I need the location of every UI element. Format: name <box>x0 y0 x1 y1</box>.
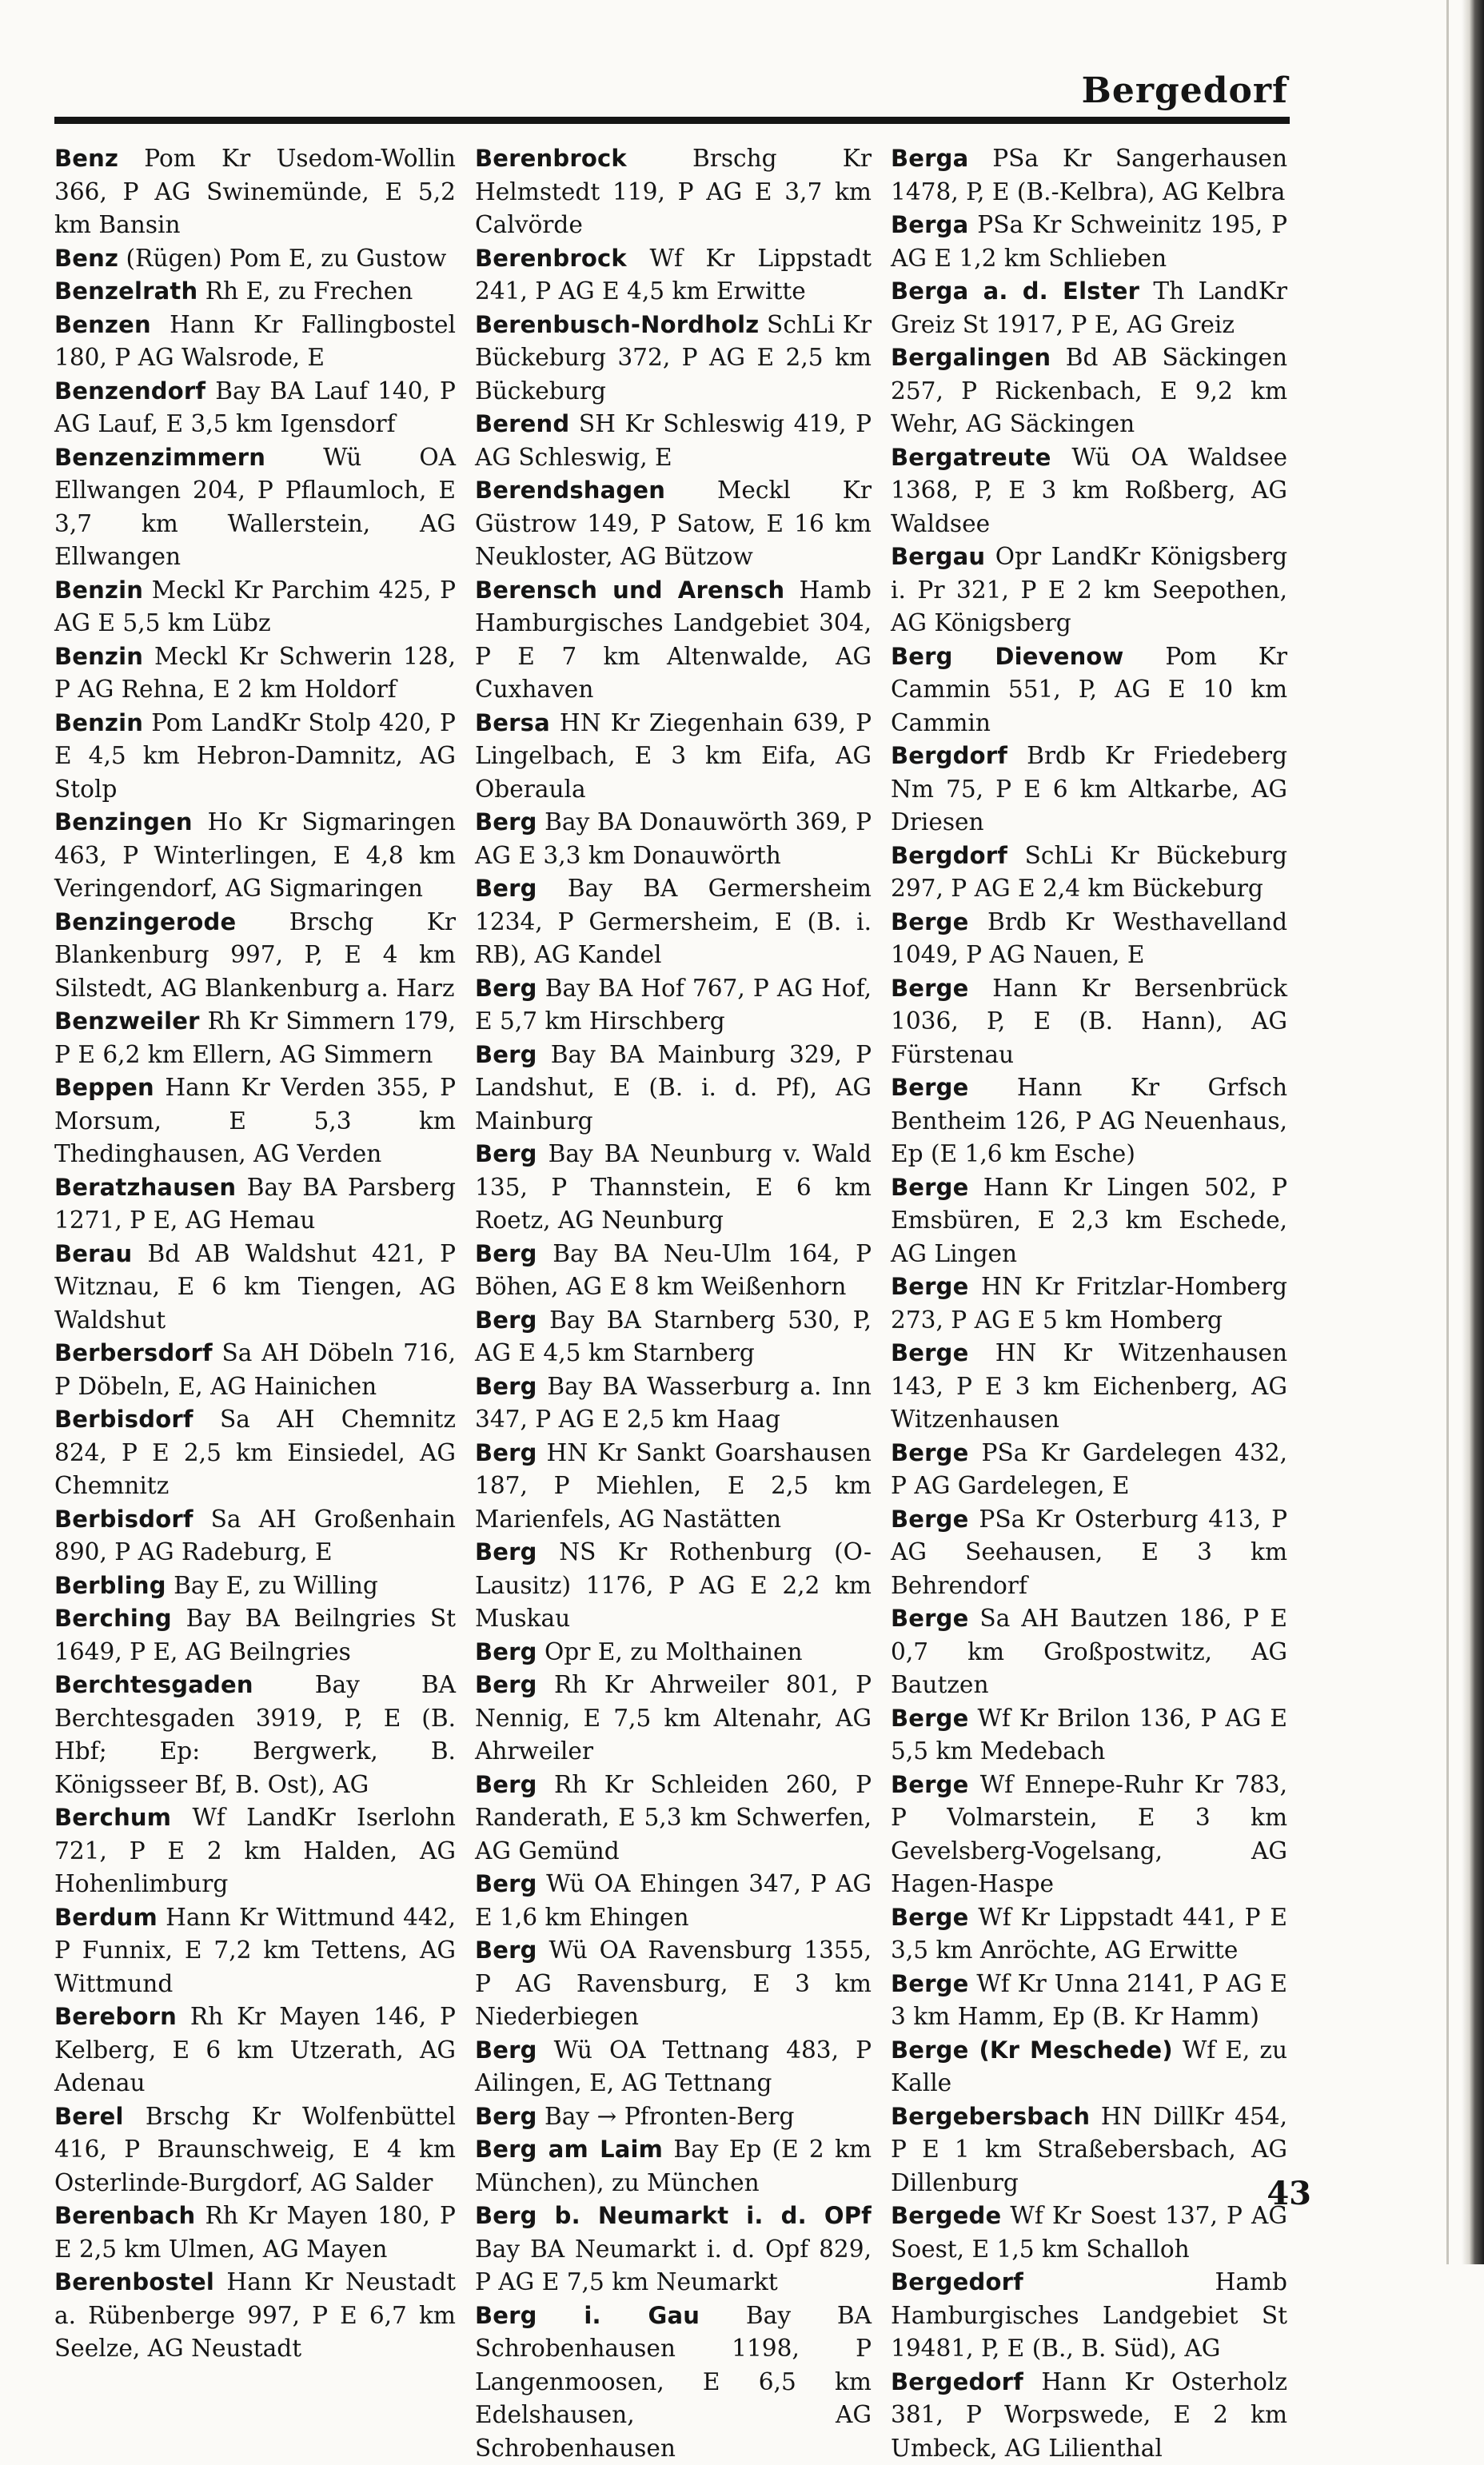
entry-details: Rh Kr Mayen 180, P E 2,5 km Ulmen, AG Mayen <box>54 2202 456 2263</box>
entry-details: Wf Ennepe-Ruhr Kr 783, P Volmarstein, E 3 km Gevelsberg-Vogelsang, AG Hagen-Haspe <box>891 1771 1287 1898</box>
entry-details: Bay BA Berchtesgaden 3919, P, E (B. Hbf; Ep: Bergwerk, B. Königsseer Bf, B. Ost), AG <box>54 1671 456 1798</box>
entry-headword: Berge <box>891 908 969 935</box>
entry-details: Wü OA Ehingen 347, P AG E 1,6 km Ehingen <box>475 1870 872 1931</box>
gazetteer-entry <box>891 2366 1287 2465</box>
entry-headword: Berg <box>475 2103 537 2130</box>
entry-details: Rh Kr Mayen 146, P Kelberg, E 6 km Utzerath, AG Adenau <box>54 2003 456 2096</box>
entry-details: Meckl Kr Parchim 425, P AG E 5,5 km Lübz <box>54 576 456 637</box>
gazetteer-entry <box>54 1669 456 1801</box>
entry-headword: Bergalingen <box>891 344 1051 371</box>
gazetteer-entry <box>54 1602 456 1669</box>
gazetteer-entry <box>891 1270 1287 1337</box>
entry-headword: Berg <box>475 1240 537 1267</box>
gazetteer-entry <box>891 142 1287 209</box>
gazetteer-entry <box>475 872 872 972</box>
gazetteer-entry <box>475 1868 872 1934</box>
entry-headword: Bergebersbach <box>891 2103 1090 2130</box>
entry-details: Wü OA Ravensburg 1355, P AG Ravensburg, E 3 km Niederbiegen <box>475 1937 872 2030</box>
entry-headword: Berchtesgaden <box>54 1671 253 1698</box>
gazetteer-entry <box>475 1669 872 1769</box>
gazetteer-entry <box>475 2200 872 2299</box>
entry-headword: Berg <box>475 1140 537 1167</box>
entry-headword: Berge <box>891 1605 969 1632</box>
gazetteer-entry <box>475 1370 872 1437</box>
entry-details: Sa AH Chemnitz 824, P E 2,5 km Einsiedel, AG Chemnitz <box>54 1406 456 1499</box>
gazetteer-entry <box>54 906 456 1006</box>
gazetteer-entry <box>475 1238 872 1304</box>
gazetteer-entry <box>54 1901 456 2001</box>
entry-headword: Berg <box>475 1638 537 1665</box>
gazetteer-entry <box>891 1503 1287 1603</box>
entry-details: Opr E, zu Molthainen <box>537 1638 803 1665</box>
gazetteer-entry <box>54 1238 456 1338</box>
entry-details: Hann Kr Grfsch Bentheim 126, P AG Neuenhaus, Ep (E 1,6 km Esche) <box>891 1074 1287 1167</box>
entry-details: Ho Kr Sigmaringen 463, P Winterlingen, E 4,8 km Veringendorf, AG Sigmaringen <box>54 808 456 902</box>
entry-details: Bay BA Neu-Ulm 164, P Böhen, AG E 8 km Weißenhorn <box>475 1240 872 1301</box>
entry-headword: Berge <box>891 1339 969 1366</box>
gazetteer-entry <box>475 806 872 872</box>
entry-headword: Berg <box>475 1373 537 1400</box>
entry-details: HN Kr Witzenhausen 143, P E 3 km Eichenberg, AG Witzenhausen <box>891 1339 1287 1433</box>
entry-headword: Benzin <box>54 709 143 736</box>
gazetteer-entry <box>891 972 1287 1072</box>
entry-details: Brschg Kr Helmstedt 119, P AG E 3,7 km Calvörde <box>475 145 872 238</box>
entry-headword: Benzin <box>54 576 143 604</box>
entry-details: (Rügen) Pom E, zu Gustow <box>118 245 446 272</box>
gazetteer-entry <box>891 2266 1287 2366</box>
entry-details: Bay BA Donauwörth 369, P AG E 3,3 km Donauwörth <box>475 808 872 869</box>
gazetteer-entry <box>891 1901 1287 1968</box>
entry-headword: Berg <box>475 1538 537 1566</box>
gazetteer-entry <box>891 640 1287 740</box>
entry-details: Rh E, zu Frechen <box>197 277 413 305</box>
gazetteer-entry <box>475 1304 872 1370</box>
entry-headword: Berenbrock <box>475 245 627 272</box>
entry-details: Wü OA Tettnang 483, P Ailingen, E, AG Tettnang <box>475 2036 872 2097</box>
entry-details: Bay BA Mainburg 329, P Landshut, E (B. i. d. Pf), AG Mainburg <box>475 1041 872 1135</box>
entry-details: Opr LandKr Königsberg i. Pr 321, P E 2 km Seepothen, AG Königsberg <box>891 543 1287 636</box>
entry-headword: Berenbusch-Nordholz <box>475 311 759 338</box>
entry-headword: Berge <box>891 1174 969 1201</box>
gazetteer-entry <box>891 275 1287 341</box>
entry-details: Hann Kr Wittmund 442, P Funnix, E 7,2 km Tettens, AG Wittmund <box>54 1904 456 1997</box>
entry-details: Hann Kr Lingen 502, P Emsbüren, E 2,3 km Eschede, AG Lingen <box>891 1174 1287 1267</box>
gazetteer-entry <box>54 1503 456 1570</box>
entry-details: Bay BA Hof 767, P AG Hof, E 5,7 km Hirschberg <box>475 975 872 1035</box>
entry-headword: Berge <box>891 1705 969 1732</box>
gazetteer-entry <box>891 441 1287 541</box>
entry-headword: Berenbrock <box>475 145 627 172</box>
entry-details: Brschg Kr Blankenburg 997, P, E 4 km Silstedt, AG Blankenburg a. Harz <box>54 908 456 1002</box>
gazetteer-entry <box>54 1337 456 1403</box>
entry-headword: Berg <box>475 808 537 836</box>
gazetteer-entry <box>891 341 1287 441</box>
entry-details: Wf E, zu Kalle <box>891 2036 1287 2097</box>
entry-headword: Bergatreute <box>891 444 1051 471</box>
entry-details: Wf Kr Unna 2141, P AG E 3 km Hamm, Ep (B. Kr Hamm) <box>891 1970 1287 2031</box>
entry-headword: Bereborn <box>54 2003 177 2030</box>
entry-details: Pom LandKr Stolp 420, P E 4,5 km Hebron-Damnitz, AG Stolp <box>54 709 456 803</box>
gazetteer-entry <box>54 441 456 574</box>
column-2 <box>470 142 886 2465</box>
entry-headword: Bergau <box>891 543 985 570</box>
entry-details: Sa AH Großenhain 890, P AG Radeburg, E <box>54 1506 456 1566</box>
gazetteer-entry <box>475 474 872 574</box>
entry-headword: Benzweiler <box>54 1007 200 1035</box>
entry-headword: Berend <box>475 410 569 437</box>
entry-headword: Berbling <box>54 1572 166 1599</box>
entry-details: PSa Kr Osterburg 413, P AG Seehausen, E 3 km Behrendorf <box>891 1506 1287 1599</box>
entry-headword: Berg <box>475 875 537 902</box>
gazetteer-entry <box>54 309 456 375</box>
entry-details: Sa AH Döbeln 716, P Döbeln, E, AG Hainichen <box>54 1339 456 1400</box>
entry-details: Hann Kr Fallingbostel 180, P AG Walsrode, E <box>54 311 456 372</box>
entry-details: Bay BA Starnberg 530, P, AG E 4,5 km Starnberg <box>475 1306 872 1367</box>
entry-details: PSa Kr Schweinitz 195, P AG E 1,2 km Schlieben <box>891 211 1287 272</box>
entry-headword: Berge (Kr Meschede) <box>891 2036 1173 2064</box>
gazetteer-entry <box>54 1801 456 1901</box>
entry-details: Bay BA Beilngries St 1649, P E, AG Beilngries <box>54 1605 456 1665</box>
entry-headword: Berge <box>891 1771 969 1798</box>
entry-details: Hamb Hamburgisches Landgebiet 304, P E 7 km Altenwalde, AG Cuxhaven <box>475 576 872 704</box>
entry-headword: Berg i. Gau <box>475 2302 700 2329</box>
gazetteer-entry <box>54 2266 456 2366</box>
entry-details: Bd AB Waldshut 421, P Witznau, E 6 km Tiengen, AG Waldshut <box>54 1240 456 1334</box>
entry-details: Hann Kr Bersenbrück 1036, P, E (B. Hann), AG Fürstenau <box>891 975 1287 1068</box>
entry-headword: Berg <box>475 1870 537 1897</box>
entry-details: SchLi Kr Bückeburg 372, P AG E 2,5 km Bückeburg <box>475 311 872 405</box>
entry-headword: Berg Dievenow <box>891 643 1124 670</box>
gazetteer-entry <box>475 242 872 309</box>
entry-details: Hann Kr Verden 355, P Morsum, E 5,3 km Thedinghausen, AG Verden <box>54 1074 456 1167</box>
gazetteer-columns <box>54 142 1302 2465</box>
entry-details: Rh Kr Schleiden 260, P Randerath, E 5,3 km Schwerfen, AG Gemünd <box>475 1771 872 1865</box>
entry-details: Wf Kr Soest 137, P AG Soest, E 1,5 km Schalloh <box>891 2202 1287 2263</box>
entry-details: Wf Kr Lippstadt 441, P E 3,5 km Anröchte, AG Erwitte <box>891 1904 1287 1964</box>
entry-headword: Benzingen <box>54 808 193 836</box>
gazetteer-entry <box>475 1039 872 1139</box>
entry-headword: Berenbostel <box>54 2268 214 2295</box>
entry-details: Bd AB Säckingen 257, P Rickenbach, E 9,2 km Wehr, AG Säckingen <box>891 344 1287 437</box>
gazetteer-entry <box>54 2000 456 2100</box>
gazetteer-entry <box>54 2200 456 2266</box>
running-header: Bergedorf <box>1082 70 1288 111</box>
entry-details: SH Kr Schleswig 419, P AG Schleswig, E <box>475 410 872 471</box>
gazetteer-entry <box>891 2200 1287 2266</box>
gazetteer-entry <box>475 1138 872 1238</box>
gazetteer-entry <box>475 1769 872 1869</box>
entry-headword: Berendshagen <box>475 477 665 504</box>
entry-headword: Berge <box>891 1506 969 1533</box>
page-edge-shadow <box>1462 0 1484 2264</box>
entry-details: Bay Ep (E 2 km München), zu München <box>475 2136 872 2196</box>
page-edge-line <box>1446 0 1449 2264</box>
gazetteer-entry <box>54 142 456 242</box>
gazetteer-entry <box>891 1171 1287 1271</box>
entry-headword: Bergedorf <box>891 2368 1023 2395</box>
entry-details: Hann Kr Osterholz 381, P Worpswede, E 2 km Umbeck, AG Lilienthal <box>891 2368 1287 2462</box>
gazetteer-entry <box>475 1536 872 1636</box>
entry-details: Meckl Kr Schwerin 128, P AG Rehna, E 2 km Holdorf <box>54 643 456 704</box>
gazetteer-entry <box>891 209 1287 275</box>
entry-headword: Berga <box>891 211 968 238</box>
gazetteer-entry <box>54 1005 456 1071</box>
entry-headword: Berge <box>891 1439 969 1466</box>
gazetteer-entry <box>475 2133 872 2200</box>
entry-headword: Berchum <box>54 1804 171 1831</box>
entry-headword: Berg am Laim <box>475 2136 663 2163</box>
entry-details: Bay BA Schrobenhausen 1198, P Langenmoosen, E 6,5 km Edelshausen, AG Schrobenhausen <box>475 2302 872 2462</box>
entry-details: Wf LandKr Iserlohn 721, P E 2 km Halden, AG Hohenlimburg <box>54 1804 456 1897</box>
entry-headword: Berdum <box>54 1904 158 1931</box>
entry-headword: Berg <box>475 1671 537 1698</box>
entry-headword: Berel <box>54 2103 124 2130</box>
gazetteer-entry <box>891 1602 1287 1702</box>
entry-headword: Berg b. Neumarkt i. d. OPf <box>475 2202 872 2229</box>
gazetteer-entry <box>475 1437 872 1537</box>
entry-headword: Berg <box>475 1306 537 1334</box>
gazetteer-entry <box>475 309 872 409</box>
entry-headword: Bergede <box>891 2202 1001 2229</box>
entry-details: Brschg Kr Wolfenbüttel 416, P Braunschweig, E 4 km Osterlinde-Burgdorf, AG Salder <box>54 2103 456 2196</box>
gazetteer-entry <box>54 574 456 640</box>
gazetteer-entry <box>475 1934 872 2034</box>
entry-headword: Berg <box>475 1937 537 1964</box>
entry-details: Bay E, zu Willing <box>166 1572 378 1599</box>
entry-headword: Berg <box>475 1771 537 1798</box>
entry-headword: Benz <box>54 145 118 172</box>
gazetteer-entry <box>891 1702 1287 1769</box>
page-number: 43 <box>1267 2175 1311 2212</box>
entry-headword: Beratzhausen <box>54 1174 236 1201</box>
entry-headword: Berenbach <box>54 2202 195 2229</box>
entry-details: Th LandKr Greiz St 1917, P E, AG Greiz <box>891 277 1287 338</box>
entry-headword: Berau <box>54 1240 132 1267</box>
entry-headword: Berg <box>475 1041 537 1068</box>
entry-headword: Berg <box>475 975 537 1002</box>
gazetteer-entry <box>54 375 456 441</box>
gazetteer-entry <box>891 2034 1287 2100</box>
entry-details: NS Kr Rothenburg (O-Lausitz) 1176, P AG E 2,2 km Muskau <box>475 1538 872 1632</box>
gazetteer-entry <box>891 740 1287 840</box>
gazetteer-entry <box>54 275 456 309</box>
column-3 <box>886 142 1302 2465</box>
entry-details: Bay BA Germersheim 1234, P Germersheim, E (B. i. RB), AG Kandel <box>475 875 872 968</box>
gazetteer-entry <box>54 640 456 707</box>
entry-headword: Benzingerode <box>54 908 236 935</box>
entry-details: Hann Kr Neustadt a. Rübenberge 997, P E 6,7 km Seelze, AG Neustadt <box>54 2268 456 2362</box>
entry-details: HN Kr Fritzlar-Homberg 273, P AG E 5 km Homberg <box>891 1273 1287 1334</box>
entry-headword: Benzin <box>54 643 143 670</box>
entry-details: Wü OA Waldsee 1368, P, E 3 km Roßberg, AG Waldsee <box>891 444 1287 537</box>
entry-headword: Benzenzimmern <box>54 444 265 471</box>
entry-details: Hamb Hamburgisches Landgebiet St 19481, P, E (B., B. Süd), AG <box>891 2268 1287 2362</box>
entry-headword: Benzendorf <box>54 377 205 405</box>
entry-headword: Bergdorf <box>891 742 1007 769</box>
entry-details: Bay BA Parsberg 1271, P E, AG Hemau <box>54 1174 456 1234</box>
entry-details: Pom Kr Cammin 551, P, AG E 10 km Cammin <box>891 643 1287 736</box>
entry-details: Pom Kr Usedom-Wollin 366, P AG Swinemünde, E 5,2 km Bansin <box>54 145 456 238</box>
entry-headword: Berge <box>891 1273 969 1300</box>
gazetteer-entry <box>54 1570 456 1603</box>
entry-details: PSa Kr Gardelegen 432, P AG Gardelegen, E <box>891 1439 1287 1500</box>
entry-headword: Berbersdorf <box>54 1339 213 1366</box>
entry-headword: Benzelrath <box>54 277 197 305</box>
entry-details: Rh Kr Ahrweiler 801, P Nennig, E 7,5 km Altenahr, AG Ahrweiler <box>475 1671 872 1765</box>
header-rule <box>54 117 1290 124</box>
entry-details: Brdb Kr Westhavelland 1049, P AG Nauen, E <box>891 908 1287 969</box>
entry-details: Sa AH Bautzen 186, P E 0,7 km Großpostwitz, AG Bautzen <box>891 1605 1287 1698</box>
entry-headword: Berbisdorf <box>54 1506 193 1533</box>
gazetteer-entry <box>475 1636 872 1669</box>
gazetteer-entry <box>54 1403 456 1503</box>
gazetteer-entry <box>475 574 872 707</box>
gazetteer-entry <box>891 1769 1287 1901</box>
gazetteer-entry <box>54 2100 456 2200</box>
entry-details: HN Kr Ziegenhain 639, P Lingelbach, E 3 km Eifa, AG Oberaula <box>475 709 872 803</box>
gazetteer-entry <box>475 2100 872 2134</box>
entry-headword: Bergedorf <box>891 2268 1023 2295</box>
gazetteer-entry <box>54 1071 456 1171</box>
entry-headword: Beppen <box>54 1074 154 1101</box>
entry-details: PSa Kr Sangerhausen 1478, P, E (B.-Kelbra), AG Kelbra <box>891 145 1287 205</box>
gazetteer-entry <box>891 840 1287 906</box>
gazetteer-entry <box>891 1437 1287 1503</box>
gazetteer-entry <box>475 707 872 807</box>
gazetteer-entry <box>54 242 456 276</box>
entry-details: HN DillKr 454, P E 1 km Straßebersbach, AG Dillenburg <box>891 2103 1287 2196</box>
gazetteer-entry <box>891 2100 1287 2200</box>
entry-details: Bay → Pfronten-Berg <box>537 2103 795 2130</box>
gazetteer-entry <box>475 2299 872 2465</box>
entry-headword: Berga <box>891 145 968 172</box>
column-1 <box>54 142 470 2465</box>
gazetteer-entry <box>891 540 1287 640</box>
entry-headword: Benz <box>54 245 118 272</box>
entry-headword: Berg <box>475 1439 537 1466</box>
entry-headword: Bersa <box>475 709 550 736</box>
entry-details: Meckl Kr Güstrow 149, P Satow, E 16 km Neukloster, AG Bützow <box>475 477 872 570</box>
entry-details: Bay BA Neunburg v. Wald 135, P Thannstein, E 6 km Roetz, AG Neunburg <box>475 1140 872 1234</box>
gazetteer-entry <box>475 142 872 242</box>
entry-headword: Berensch und Arensch <box>475 576 784 604</box>
gazetteer-entry <box>475 2034 872 2100</box>
entry-headword: Berching <box>54 1605 172 1632</box>
entry-headword: Berbisdorf <box>54 1406 193 1433</box>
entry-headword: Bergdorf <box>891 842 1007 869</box>
entry-details: Bay BA Lauf 140, P AG Lauf, E 3,5 km Igensdorf <box>54 377 456 438</box>
gazetteer-entry <box>891 1071 1287 1171</box>
gazetteer-entry <box>891 906 1287 972</box>
entry-details: Wf Kr Lippstadt 241, P AG E 4,5 km Erwitte <box>475 245 872 305</box>
gazetteer-entry <box>891 1337 1287 1437</box>
gazetteer-entry <box>475 972 872 1039</box>
entry-details: Rh Kr Simmern 179, P E 6,2 km Ellern, AG Simmern <box>54 1007 456 1068</box>
entry-details: SchLi Kr Bückeburg 297, P AG E 2,4 km Bückeburg <box>891 842 1287 903</box>
entry-headword: Berge <box>891 1970 969 1997</box>
gazetteer-entry <box>54 1171 456 1238</box>
entry-headword: Berg <box>475 2036 537 2064</box>
gazetteer-entry <box>891 1968 1287 2034</box>
entry-details: Wü OA Ellwangen 204, P Pflaumloch, E 3,7 km Wallerstein, AG Ellwangen <box>54 444 456 571</box>
gazetteer-entry <box>475 408 872 474</box>
gazetteer-entry <box>54 806 456 906</box>
entry-headword: Berga a. d. Elster <box>891 277 1139 305</box>
gazetteer-entry <box>54 707 456 807</box>
entry-details: Brdb Kr Friedeberg Nm 75, P E 6 km Altkarbe, AG Driesen <box>891 742 1287 836</box>
entry-headword: Berge <box>891 1074 969 1101</box>
entry-details: HN Kr Sankt Goarshausen 187, P Miehlen, E 2,5 km Marienfels, AG Nastätten <box>475 1439 872 1533</box>
entry-details: Bay BA Neumarkt i. d. Opf 829, P AG E 7,5 km Neumarkt <box>475 2236 872 2296</box>
entry-headword: Berge <box>891 975 969 1002</box>
entry-headword: Berge <box>891 1904 969 1931</box>
entry-headword: Benzen <box>54 311 151 338</box>
entry-details: Wf Kr Brilon 136, P AG E 5,5 km Medebach <box>891 1705 1287 1765</box>
entry-details: Bay BA Wasserburg a. Inn 347, P AG E 2,5 km Haag <box>475 1373 872 1434</box>
